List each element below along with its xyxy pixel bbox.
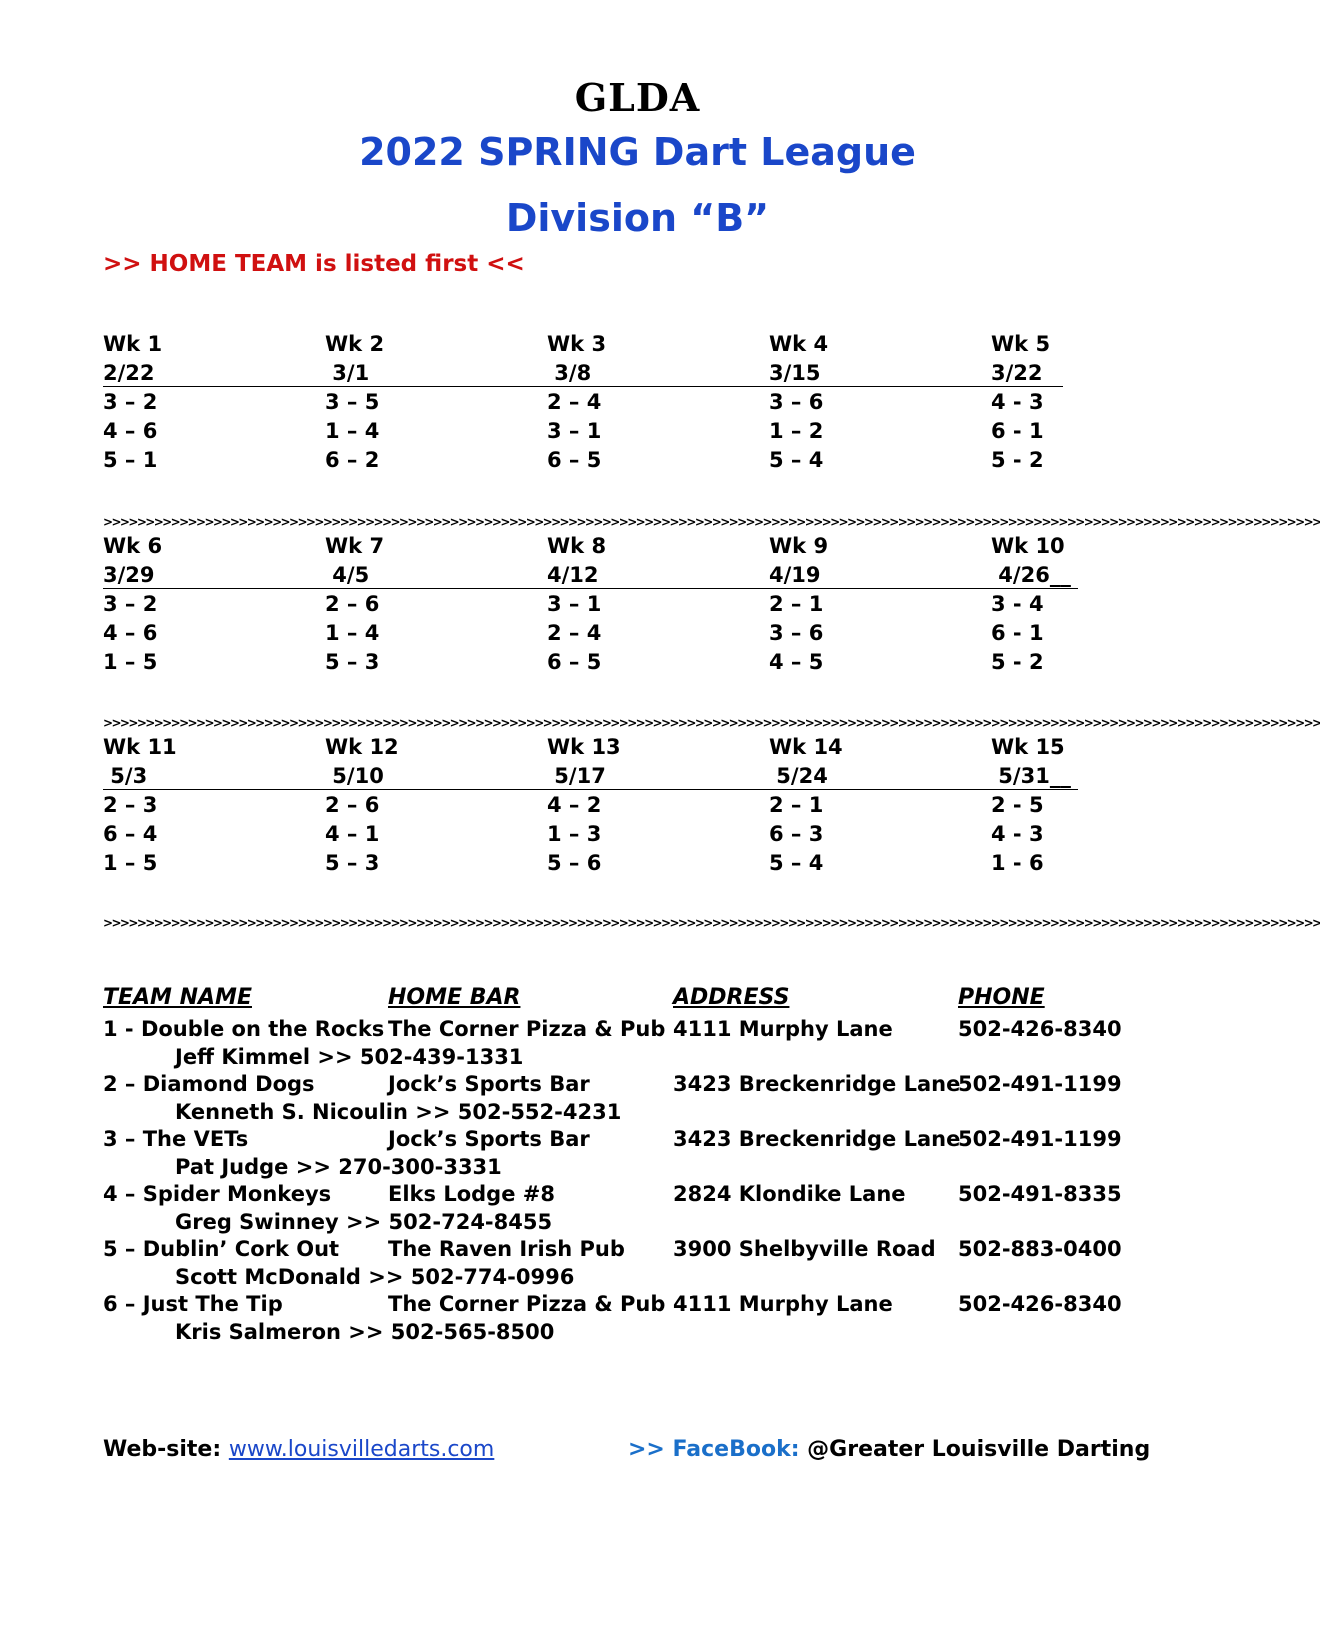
match: 1 – 4 (325, 419, 380, 443)
week-column (325, 733, 545, 878)
team-row (103, 1290, 1183, 1319)
team-phone: 502-426-8340 (958, 1017, 1122, 1041)
week-label: Wk 15 (991, 735, 1065, 759)
week-date: 4/26__ (991, 563, 1071, 587)
match: 2 – 1 (769, 592, 824, 616)
match: 6 - 1 (991, 419, 1044, 443)
match: 4 - 3 (991, 822, 1044, 846)
week-column (325, 532, 545, 677)
team-phone: 502-491-8335 (958, 1182, 1122, 1206)
team-name: 6 – Just The Tip (103, 1292, 283, 1316)
team-contact-row (103, 1098, 1183, 1127)
week-date: 5/17 (547, 764, 606, 788)
match: 5 – 4 (769, 851, 824, 875)
match: 5 – 4 (769, 448, 824, 472)
week-column (991, 733, 1211, 878)
match: 5 – 3 (325, 851, 380, 875)
week-label: Wk 6 (103, 534, 163, 558)
week-label: Wk 10 (991, 534, 1065, 558)
match: 1 – 3 (547, 822, 602, 846)
facebook-label: >> FaceBook: (628, 1437, 800, 1462)
team-name: 3 – The VETs (103, 1127, 249, 1151)
match: 4 – 6 (103, 621, 158, 645)
week-column (991, 330, 1211, 475)
match: 3 - 4 (991, 592, 1044, 616)
team-address: 3423 Breckenridge Lane (673, 1127, 961, 1151)
match: 5 – 3 (325, 650, 380, 674)
separator-line: >>>>>>>>>>>>>>>>>>>>>>>>>>>>>>>>>>>>>>>>>>>>>>>>>>>>>>>>>>>>>>>>>>>>>>>>>>>>>>>>>>>>>>>>>>>>>>>>>>>>>>>>>>>>>>>>>>>>>>>>>>>>>>>>>>>>>>>>>>>>>>>> (103, 916, 1320, 930)
week-date: 3/29 (103, 563, 155, 587)
team-contact: Jeff Kimmel >> 502-439-1331 (175, 1045, 524, 1069)
match: 6 – 3 (769, 822, 824, 846)
team-name: 4 – Spider Monkeys (103, 1182, 332, 1206)
match: 1 – 4 (325, 621, 380, 645)
week-label: Wk 1 (103, 332, 163, 356)
team-bar: Jock’s Sports Bar (388, 1127, 590, 1151)
match: 3 – 6 (769, 621, 824, 645)
match: 6 – 4 (103, 822, 158, 846)
week-date: 4/12 (547, 563, 599, 587)
header-address: ADDRESS (673, 985, 790, 1010)
week-column (103, 532, 323, 677)
week-date: 4/19 (769, 563, 821, 587)
match: 3 – 1 (547, 419, 602, 443)
team-contact: Scott McDonald >> 502-774-0996 (175, 1265, 575, 1289)
match: 1 – 5 (103, 650, 158, 674)
match: 2 – 6 (325, 793, 380, 817)
team-contact-row (103, 1153, 1183, 1182)
footer-website (103, 1437, 494, 1462)
team-address: 3900 Shelbyville Road (673, 1237, 936, 1261)
team-address: 3423 Breckenridge Lane (673, 1072, 961, 1096)
team-contact-row (103, 1318, 1183, 1347)
week-date: 5/10 (325, 764, 384, 788)
team-contact: Pat Judge >> 270-300-3331 (175, 1155, 502, 1179)
facebook-handle: @Greater Louisville Darting (807, 1437, 1151, 1462)
header-team-name: TEAM NAME (103, 985, 252, 1010)
team-phone: 502-883-0400 (958, 1237, 1122, 1261)
match: 1 – 2 (769, 419, 824, 443)
match: 2 – 4 (547, 390, 602, 414)
match: 6 – 5 (547, 650, 602, 674)
match: 5 – 6 (547, 851, 602, 875)
week-label: Wk 9 (769, 534, 829, 558)
match: 1 – 5 (103, 851, 158, 875)
week-column (769, 330, 989, 475)
week-label: Wk 8 (547, 534, 607, 558)
team-phone: 502-491-1199 (958, 1127, 1122, 1151)
header-phone: PHONE (958, 985, 1045, 1010)
week-column (103, 733, 323, 878)
match: 3 – 2 (103, 592, 158, 616)
team-name: 1 - Double on the Rocks (103, 1017, 385, 1041)
week-date: 5/24 (769, 764, 828, 788)
team-name: 2 – Diamond Dogs (103, 1072, 315, 1096)
team-contact: Kenneth S. Nicoulin >> 502-552-4231 (175, 1100, 622, 1124)
week-column (547, 532, 767, 677)
home-team-note: >> HOME TEAM is listed first << (103, 251, 525, 277)
week-label: Wk 3 (547, 332, 607, 356)
week-label: Wk 7 (325, 534, 385, 558)
week-label: Wk 12 (325, 735, 399, 759)
match: 2 – 4 (547, 621, 602, 645)
separator-line: >>>>>>>>>>>>>>>>>>>>>>>>>>>>>>>>>>>>>>>>>>>>>>>>>>>>>>>>>>>>>>>>>>>>>>>>>>>>>>>>>>>>>>>>>>>>>>>>>>>>>>>>>>>>>>>>>>>>>>>>>>>>>>>>>>>>>>>>>>>>>>>> (103, 716, 1320, 730)
week-date: 3/1 (325, 361, 370, 385)
match: 4 - 3 (991, 390, 1044, 414)
title-league: 2022 SPRING Dart League (359, 130, 916, 174)
website-label: Web-site: (103, 1437, 222, 1462)
team-phone: 502-491-1199 (958, 1072, 1122, 1096)
match: 3 – 1 (547, 592, 602, 616)
team-row (103, 1125, 1183, 1154)
separator-line: >>>>>>>>>>>>>>>>>>>>>>>>>>>>>>>>>>>>>>>>>>>>>>>>>>>>>>>>>>>>>>>>>>>>>>>>>>>>>>>>>>>>>>>>>>>>>>>>>>>>>>>>>>>>>>>>>>>>>>>>>>>>>>>>>>>>>>>>>>>>>>>> (103, 515, 1320, 529)
week-date: 4/5 (325, 563, 370, 587)
team-contact: Kris Salmeron >> 502-565-8500 (175, 1320, 555, 1344)
match: 3 – 6 (769, 390, 824, 414)
match: 4 – 2 (547, 793, 602, 817)
match: 4 – 6 (103, 419, 158, 443)
week-date: 5/31__ (991, 764, 1071, 788)
match: 5 – 1 (103, 448, 158, 472)
team-bar: The Corner Pizza & Pub (388, 1017, 666, 1041)
team-phone: 502-426-8340 (958, 1292, 1122, 1316)
team-contact: Greg Swinney >> 502-724-8455 (175, 1210, 553, 1234)
match: 2 – 3 (103, 793, 158, 817)
team-bar: The Corner Pizza & Pub (388, 1292, 666, 1316)
team-row (103, 1235, 1183, 1264)
website-link[interactable]: www.louisvilledarts.com (228, 1437, 495, 1462)
week-date: 5/3 (103, 764, 148, 788)
week-column (769, 532, 989, 677)
team-row (103, 1070, 1183, 1099)
match: 6 – 5 (547, 448, 602, 472)
team-contact-row (103, 1263, 1183, 1292)
match: 2 - 5 (991, 793, 1044, 817)
week-column (547, 733, 767, 878)
match: 4 – 5 (769, 650, 824, 674)
week-column (991, 532, 1211, 677)
match: 5 - 2 (991, 650, 1044, 674)
team-bar: The Raven Irish Pub (388, 1237, 625, 1261)
team-row (103, 1180, 1183, 1209)
match: 2 – 1 (769, 793, 824, 817)
team-address: 2824 Klondike Lane (673, 1182, 906, 1206)
team-row (103, 1015, 1183, 1044)
team-address: 4111 Murphy Lane (673, 1017, 893, 1041)
team-contact-row (103, 1208, 1183, 1237)
week-date: 3/15 (769, 361, 821, 385)
footer-facebook (628, 1437, 1150, 1462)
match: 6 – 2 (325, 448, 380, 472)
week-date: 2/22 (103, 361, 155, 385)
week-label: Wk 5 (991, 332, 1051, 356)
match: 1 - 6 (991, 851, 1044, 875)
week-label: Wk 2 (325, 332, 385, 356)
match: 3 – 2 (103, 390, 158, 414)
match: 3 – 5 (325, 390, 380, 414)
team-contact-row (103, 1043, 1183, 1072)
team-bar: Elks Lodge #8 (388, 1182, 555, 1206)
week-column (325, 330, 545, 475)
team-bar: Jock’s Sports Bar (388, 1072, 590, 1096)
week-column (103, 330, 323, 475)
week-label: Wk 11 (103, 735, 177, 759)
match: 4 – 1 (325, 822, 380, 846)
match: 2 – 6 (325, 592, 380, 616)
match: 6 - 1 (991, 621, 1044, 645)
header-home-bar: HOME BAR (388, 985, 521, 1010)
title-org: GLDA (574, 75, 701, 120)
team-name: 5 – Dublin’ Cork Out (103, 1237, 340, 1261)
week-label: Wk 14 (769, 735, 843, 759)
week-date: 3/8 (547, 361, 592, 385)
match: 5 - 2 (991, 448, 1044, 472)
week-label: Wk 13 (547, 735, 621, 759)
week-column (769, 733, 989, 878)
team-address: 4111 Murphy Lane (673, 1292, 893, 1316)
week-column (547, 330, 767, 475)
title-division: Division “B” (505, 196, 770, 240)
week-date: 3/22 (991, 361, 1043, 385)
week-label: Wk 4 (769, 332, 829, 356)
